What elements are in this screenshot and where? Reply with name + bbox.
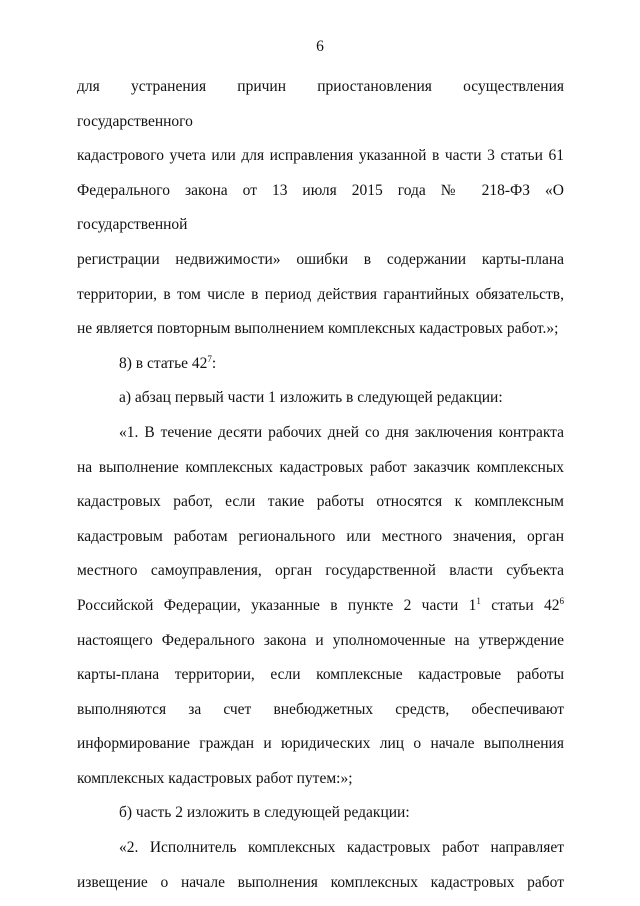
superscript: 6	[559, 595, 564, 606]
line-part: Российской Федерации, указанные в пункте 2 части 1	[77, 596, 477, 614]
item-8-prefix: 8) в статье 42	[119, 354, 208, 372]
text-line: на выполнение комплексных кадастровых работ заказчик комплексных	[77, 458, 564, 476]
text-line: настоящего Федерального закона и уполномоченные на утверждение	[77, 631, 564, 649]
text-line	[77, 589, 564, 624]
text-line: регистрации недвижимости» ошибки в содержании карты-плана	[77, 250, 564, 268]
item-8-superscript: 7	[207, 353, 212, 364]
text-line: информирование граждан и юридических лиц о начале выполнения	[77, 735, 564, 753]
text-line: кадастровых работ, если такие работы относятся к комплексным	[77, 493, 564, 511]
line-part: статьи 42	[480, 596, 560, 614]
text-line: кадастрового учета или для исправления указанной в части 3 статьи 61	[77, 147, 564, 165]
text-line: «1. В течение десяти рабочих дней со дня заключения контракта	[119, 423, 564, 441]
text-line: местного самоуправления, орган государственной власти субъекта	[77, 562, 564, 580]
text-line: территории, в том числе в период действия гарантийных обязательств,	[77, 285, 564, 303]
paragraph-continuation	[77, 70, 564, 347]
text-line: для устранения причин приостановления осуществления государственного	[77, 78, 564, 130]
paragraph-quoted-part-2	[77, 831, 564, 900]
superscript: 1	[476, 595, 481, 606]
text-line: б) часть 2 изложить в следующей редакции:	[119, 804, 410, 822]
page-number: 6	[316, 38, 324, 55]
text-line: выполняются за счет внебюджетных средств, обеспечивают	[77, 700, 564, 718]
paragraph-item-8	[77, 347, 564, 382]
paragraph-quoted-part-1	[77, 416, 564, 797]
text-line: не является повторным выполнением комплексных кадастровых работ.»;	[77, 320, 559, 338]
paragraph-subitem-a	[77, 381, 564, 416]
text-line	[77, 347, 564, 382]
text-line: извещение о начале выполнения комплексных кадастровых работ	[77, 873, 564, 891]
document-body	[77, 70, 564, 900]
text-line: а) абзац первый части 1 изложить в следующей редакции:	[119, 389, 503, 407]
text-line: кадастровым работам регионального или местного значения, орган	[77, 527, 564, 545]
text-line: «2. Исполнитель комплексных кадастровых работ направляет	[119, 839, 564, 857]
text-line: карты-плана территории, если комплексные кадастровые работы	[77, 666, 564, 684]
text-line: комплексных кадастровых работ путем:»;	[77, 769, 353, 787]
item-8-suffix: :	[211, 354, 217, 372]
paragraph-subitem-b	[77, 796, 564, 831]
text-line: Федерального закона от 13 июля 2015 года № 218-ФЗ «О государственной	[77, 181, 564, 234]
